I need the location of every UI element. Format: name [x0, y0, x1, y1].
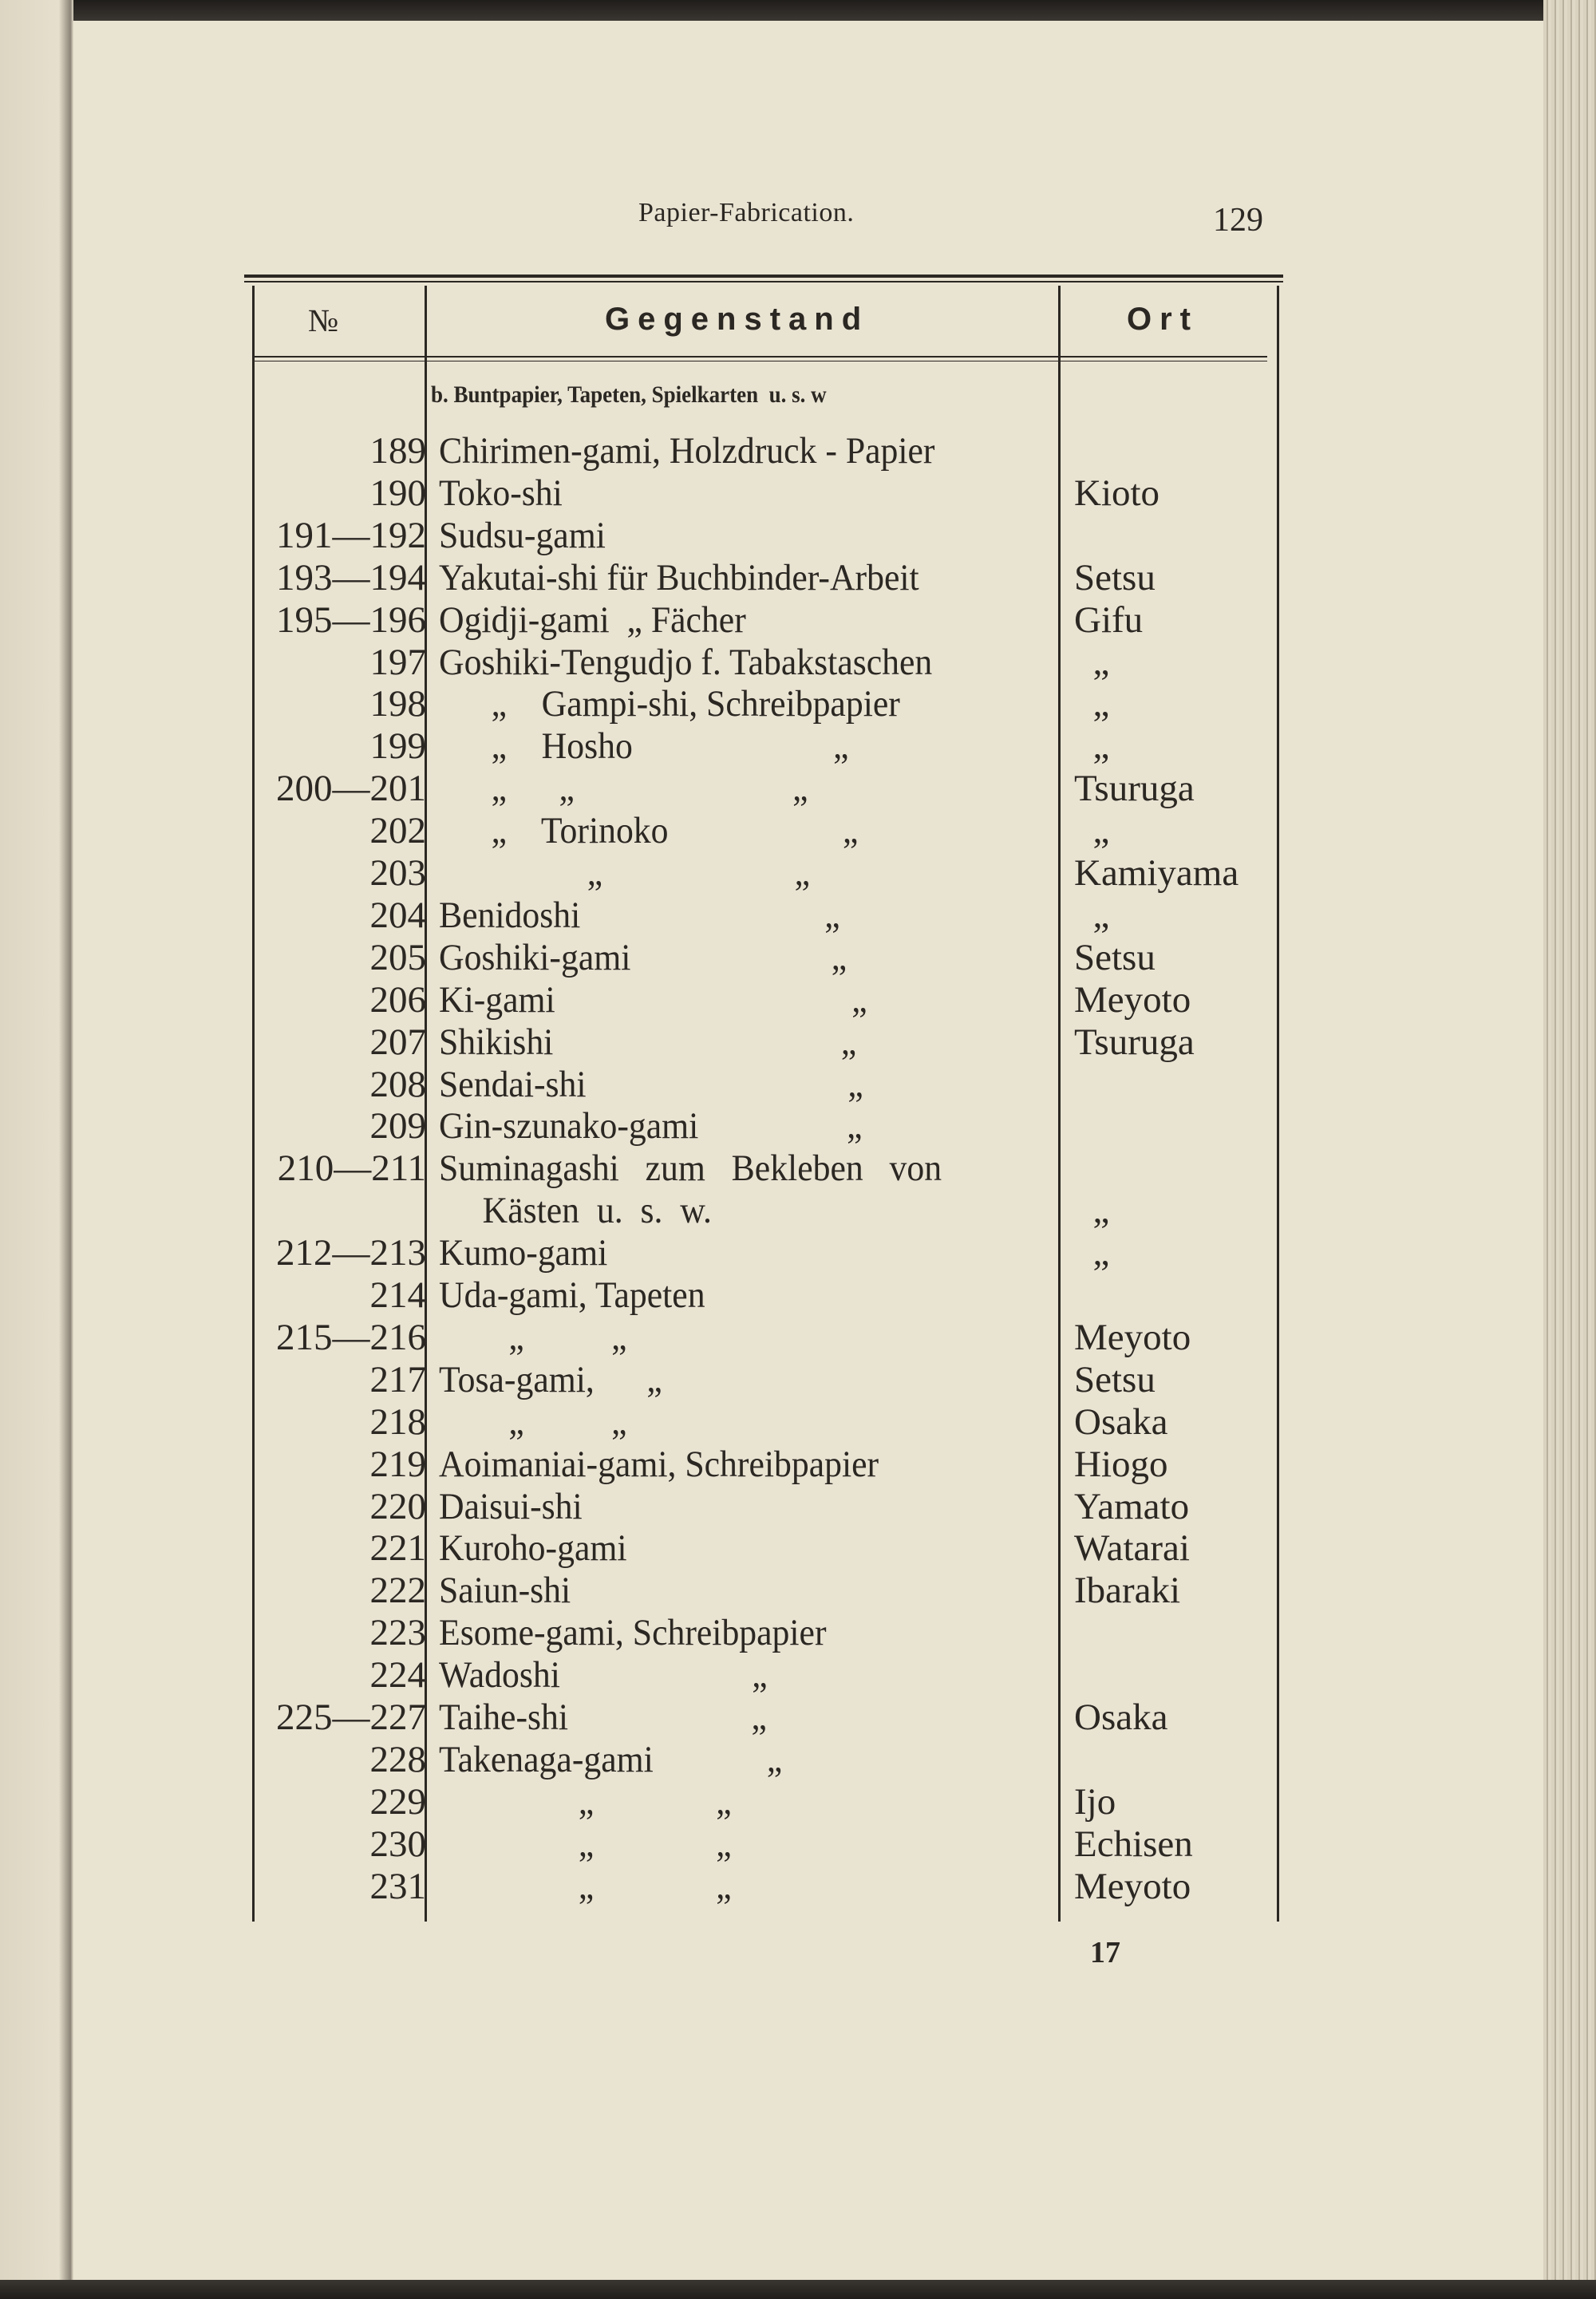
table-row [0, 1316, 1596, 1358]
row-description: Tosa-gami, „ [439, 1358, 662, 1400]
table-row [0, 1865, 1596, 1907]
row-number: 193—194 [276, 556, 426, 598]
row-number: 206 [369, 978, 426, 1021]
table-row [0, 1738, 1596, 1780]
table-row [0, 1823, 1596, 1865]
row-location: „ [1074, 894, 1110, 936]
row-location: Ibaraki [1074, 1570, 1181, 1612]
column-header-gegenstand: Gegenstand [605, 302, 870, 337]
row-location: Kamiyama [1074, 852, 1239, 894]
row-description: Wadoshi „ [439, 1654, 768, 1697]
row-location: Osaka [1074, 1697, 1168, 1738]
book-edge-bottom [0, 2280, 1596, 2299]
table-row [0, 1021, 1596, 1063]
row-number: 222 [369, 1570, 426, 1612]
row-number: 189 [369, 430, 426, 472]
row-number: 231 [369, 1865, 426, 1907]
row-description: Goshiki-gami „ [439, 936, 847, 978]
page-number: 129 [1213, 202, 1263, 239]
row-description: Kuroho-gami [439, 1527, 627, 1570]
row-description: „ „ „ [439, 768, 808, 810]
row-description: Esome-gami, Schreibpapier [439, 1612, 827, 1654]
row-number: 205 [369, 936, 426, 978]
column-header-number: № [308, 302, 339, 338]
table-row [0, 1696, 1596, 1738]
table-top-rule [244, 275, 1283, 278]
row-number: 224 [369, 1654, 426, 1697]
row-location: Hiogo [1074, 1443, 1168, 1485]
row-number: 202 [369, 810, 426, 852]
table-row [0, 851, 1596, 894]
row-description: Taihe-shi „ [439, 1697, 767, 1738]
row-description: Sendai-shi „ [439, 1063, 863, 1105]
section-subheading: b. Buntpapier, Tapeten, Spielkarten u. s. w [431, 381, 827, 408]
row-location: Setsu [1074, 1358, 1156, 1400]
table-row [0, 725, 1596, 767]
table-row [0, 472, 1596, 514]
row-number: 214 [369, 1274, 426, 1316]
row-description: Uda-gami, Tapeten [439, 1274, 705, 1316]
row-location: Meyoto [1074, 1316, 1191, 1358]
table-row [0, 1274, 1596, 1316]
row-description: Ki-gami „ [439, 978, 867, 1021]
row-location: Yamato [1074, 1485, 1190, 1527]
row-location: Meyoto [1074, 1865, 1191, 1907]
row-description: Kästen u. s. w. [439, 1190, 712, 1232]
row-description: Yakutai-shi für Buchbinder-Arbeit [439, 556, 919, 598]
row-description: Chirimen-gami, Holzdruck - Papier [439, 430, 935, 472]
row-description: Daisui-shi [439, 1485, 583, 1527]
row-location: Setsu [1074, 936, 1156, 978]
row-number: 230 [369, 1823, 426, 1865]
table-row [0, 1104, 1596, 1147]
row-description: Shikishi „ [439, 1021, 857, 1063]
table-row [0, 1527, 1596, 1569]
row-number: 195—196 [276, 598, 426, 641]
row-location: Tsuruga [1074, 1021, 1195, 1063]
row-description: Takenaga-gami „ [439, 1738, 783, 1780]
row-location: Tsuruga [1074, 768, 1195, 810]
table-row [0, 1189, 1596, 1231]
row-number: 197 [369, 641, 426, 683]
row-location: „ [1074, 725, 1110, 768]
row-location: „ [1074, 810, 1110, 852]
row-description: „ Hosho „ [439, 725, 849, 768]
row-description: „ „ [439, 1316, 627, 1358]
table-top-rule-thin [244, 281, 1283, 282]
row-number: 229 [369, 1780, 426, 1823]
row-number: 190 [369, 472, 426, 514]
row-number: 223 [369, 1612, 426, 1654]
header-bottom-rule [254, 356, 1267, 357]
table-row [0, 1147, 1596, 1189]
row-description: Gin-szunako-gami „ [439, 1105, 863, 1148]
table-row [0, 1653, 1596, 1696]
table-row [0, 1400, 1596, 1443]
row-location: Meyoto [1074, 978, 1191, 1021]
row-description: „ Gampi-shi, Schreibpapier [439, 683, 900, 725]
table-row [0, 682, 1596, 725]
table-row [0, 1611, 1596, 1653]
row-number: 203 [369, 852, 426, 894]
table-row [0, 809, 1596, 851]
row-number: 218 [369, 1400, 426, 1443]
row-number: 217 [369, 1358, 426, 1400]
row-number: 221 [369, 1527, 426, 1570]
table-row [0, 1780, 1596, 1823]
row-number: 191—192 [276, 514, 426, 556]
row-description: Aoimaniai-gami, Schreibpapier [439, 1443, 879, 1485]
row-number: 220 [369, 1485, 426, 1527]
table-row [0, 894, 1596, 936]
row-number: 207 [369, 1021, 426, 1063]
row-description: Sudsu-gami [439, 514, 606, 556]
table-row [0, 1485, 1596, 1527]
table-row [0, 641, 1596, 683]
row-number: 228 [369, 1738, 426, 1780]
row-location: „ [1074, 641, 1110, 683]
row-location: Gifu [1074, 598, 1144, 641]
table-row [0, 556, 1596, 598]
row-location: „ [1074, 1190, 1110, 1232]
row-number: 200—201 [276, 768, 426, 810]
row-description: „ „ [439, 852, 810, 894]
table-row [0, 1569, 1596, 1611]
running-title: Papier-Fabrication. [638, 198, 855, 227]
row-number: 225—227 [276, 1697, 426, 1738]
table-row [0, 1231, 1596, 1274]
row-location: Kioto [1074, 472, 1160, 514]
row-number: 209 [369, 1105, 426, 1148]
table-row [0, 1443, 1596, 1485]
row-description: Benidoshi „ [439, 894, 840, 936]
table-row [0, 767, 1596, 809]
table-row [0, 978, 1596, 1021]
row-location: „ [1074, 1232, 1110, 1274]
row-number: 204 [369, 894, 426, 936]
row-description: „ „ [439, 1865, 732, 1907]
row-number: 198 [369, 683, 426, 725]
row-description: Toko-shi [439, 472, 563, 514]
row-number: 215—216 [276, 1316, 426, 1358]
row-number: 210—211 [277, 1148, 426, 1190]
row-description: Kumo-gami [439, 1232, 608, 1274]
table-row [0, 514, 1596, 556]
row-description: Goshiki-Tengudjo f. Tabakstaschen [439, 641, 933, 683]
column-header-ort: Ort [1127, 302, 1199, 337]
row-location: Ijo [1074, 1780, 1116, 1823]
row-number: 212—213 [276, 1232, 426, 1274]
printer-signature: 17 [1090, 1936, 1120, 1969]
row-location: „ [1074, 683, 1110, 725]
row-number: 219 [369, 1443, 426, 1485]
table-row [0, 429, 1596, 472]
row-location: Echisen [1074, 1823, 1193, 1865]
table-row [0, 598, 1596, 641]
table-row [0, 936, 1596, 978]
row-location: Watarai [1074, 1527, 1190, 1570]
row-description: Saiun-shi [439, 1570, 571, 1612]
table-row [0, 1358, 1596, 1400]
row-description: „ Torinoko „ [439, 810, 859, 852]
row-number: 199 [369, 725, 426, 768]
row-location: Setsu [1074, 556, 1156, 598]
row-location: Osaka [1074, 1400, 1168, 1443]
row-description: „ „ [439, 1400, 627, 1443]
row-number: 208 [369, 1063, 426, 1105]
row-description: Ogidji-gami „ Fächer [439, 598, 746, 641]
row-description: „ „ [439, 1780, 732, 1823]
row-description: Suminagashi zum Bekleben von [439, 1148, 942, 1190]
table-row [0, 1063, 1596, 1105]
book-edge-top [0, 0, 1596, 21]
row-description: „ „ [439, 1823, 732, 1865]
